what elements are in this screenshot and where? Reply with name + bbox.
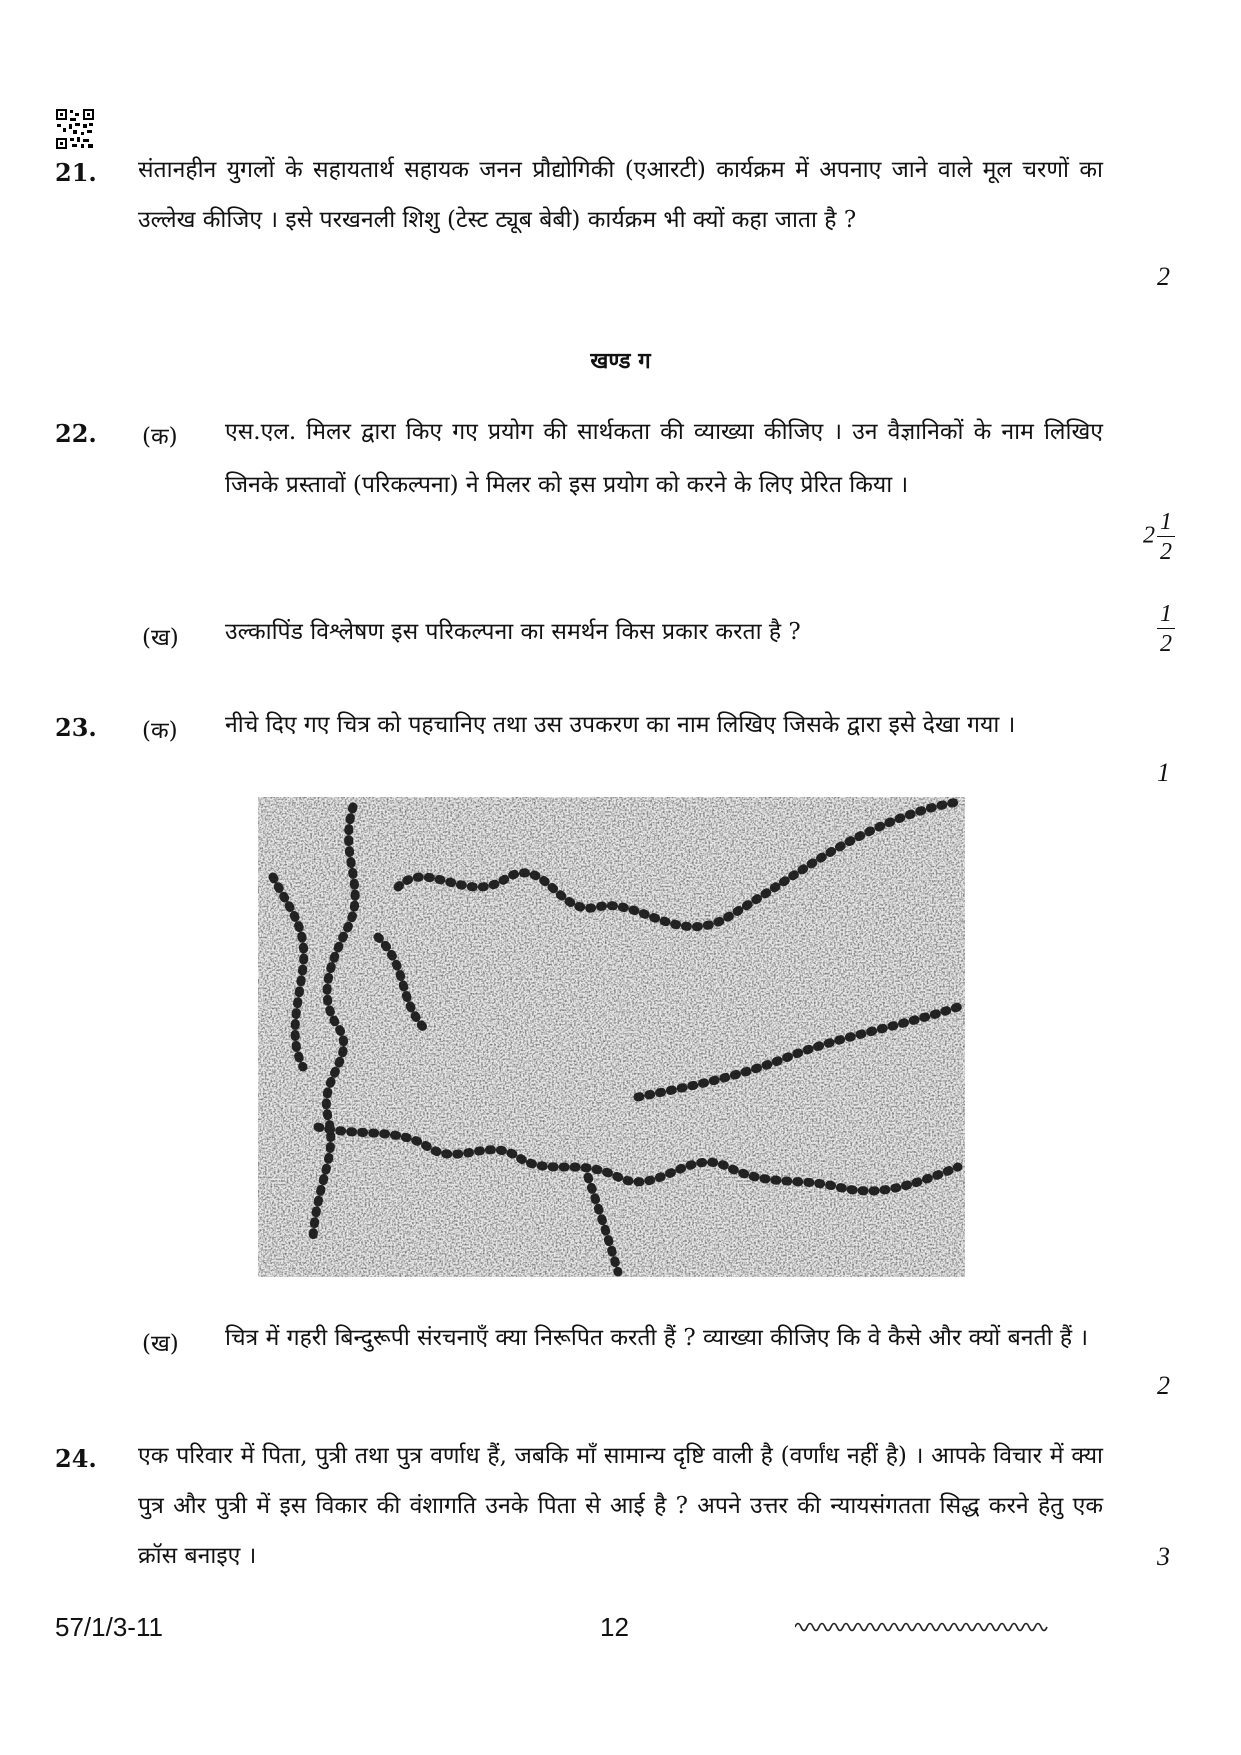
question-23-b-text: चित्र में गहरी बिन्दुरूपी संरचनाएँ क्या निरूपित करती हैं ? व्याख्या कीजिए कि वे कैसे और क्यों बनती हैं ।	[225, 1325, 1089, 1351]
question-21-marks: 2	[1157, 262, 1170, 291]
question-22-b-marks	[1130, 602, 1175, 656]
question-number-21: 21.	[55, 158, 97, 187]
question-22-b-label: (ख)	[142, 625, 179, 651]
wavy-line-decoration	[795, 1620, 1050, 1634]
question-23-b-marks: 2	[1157, 1371, 1170, 1400]
section-title: खण्ड ग	[590, 348, 651, 374]
question-22-a-marks	[1115, 510, 1175, 564]
fraction-denominator: 2	[1160, 631, 1172, 657]
question-22-a-label: (क)	[142, 424, 178, 450]
marks-fraction	[1157, 602, 1175, 656]
question-number-24: 24.	[55, 1444, 97, 1473]
marks-fraction	[1157, 510, 1175, 564]
question-number-23: 23.	[55, 713, 97, 742]
question-number-22: 22.	[55, 419, 97, 448]
question-23-a-text: नीचे दिए गए चित्र को पहचानिए तथा उस उपकरण का नाम लिखिए जिसके द्वारा इसे देखा गया ।	[225, 712, 1016, 738]
fraction-numerator: 1	[1157, 602, 1175, 629]
qr-code-icon	[55, 108, 95, 150]
question-22-b-text: उल्कापिंड विश्लेषण इस परिकल्पना का समर्थन किस प्रकार करता है ?	[225, 619, 801, 645]
question-22-a-text: एस.एल. मिलर द्वारा किए गए प्रयोग की सार्थकता की व्याख्या कीजिए । उन वैज्ञानिकों के नाम लिखिए जिनके प्रस्तावों (परिकल्पना) ने मिलर को इस प्रयोग को करने के लिए प्रेरित किया ।	[225, 419, 1103, 498]
paper-code: 57/1/3-11	[55, 1612, 163, 1642]
question-23-b-label: (ख)	[142, 1331, 179, 1357]
fraction-denominator: 2	[1160, 539, 1172, 565]
question-23-a-label: (क)	[142, 718, 178, 744]
question-24-marks: 3	[1157, 1542, 1170, 1571]
marks-whole: 2	[1143, 522, 1155, 549]
question-23-a-marks: 1	[1157, 758, 1170, 787]
micrograph-image	[258, 797, 965, 1277]
fraction-numerator: 1	[1157, 510, 1175, 537]
question-24-text: एक परिवार में पिता, पुत्री तथा पुत्र वर्णाध हैं, जबकि माँ सामान्य दृष्टि वाली है (वर्णांध नहीं है) । आपके विचार में क्या पुत्र और पुत्री में इस विकार की वंशागति उनके पिता से आई है ? अपने उत्तर की न्यायसंगतता सिद्ध करने हेतु एक क्रॉस बनाइए ।	[138, 1443, 1103, 1569]
question-21-text: संतानहीन युगलों के सहायतार्थ सहायक जनन प्रौद्योगिकी (एआरटी) कार्यक्रम में अपनाए जाने वाले मूल चरणों का उल्लेख कीजिए । इसे परखनली शिशु (टेस्ट ट्यूब बेबी) कार्यक्रम भी क्यों कहा जाता है ?	[138, 157, 1103, 233]
page-number: 12	[600, 1612, 629, 1642]
